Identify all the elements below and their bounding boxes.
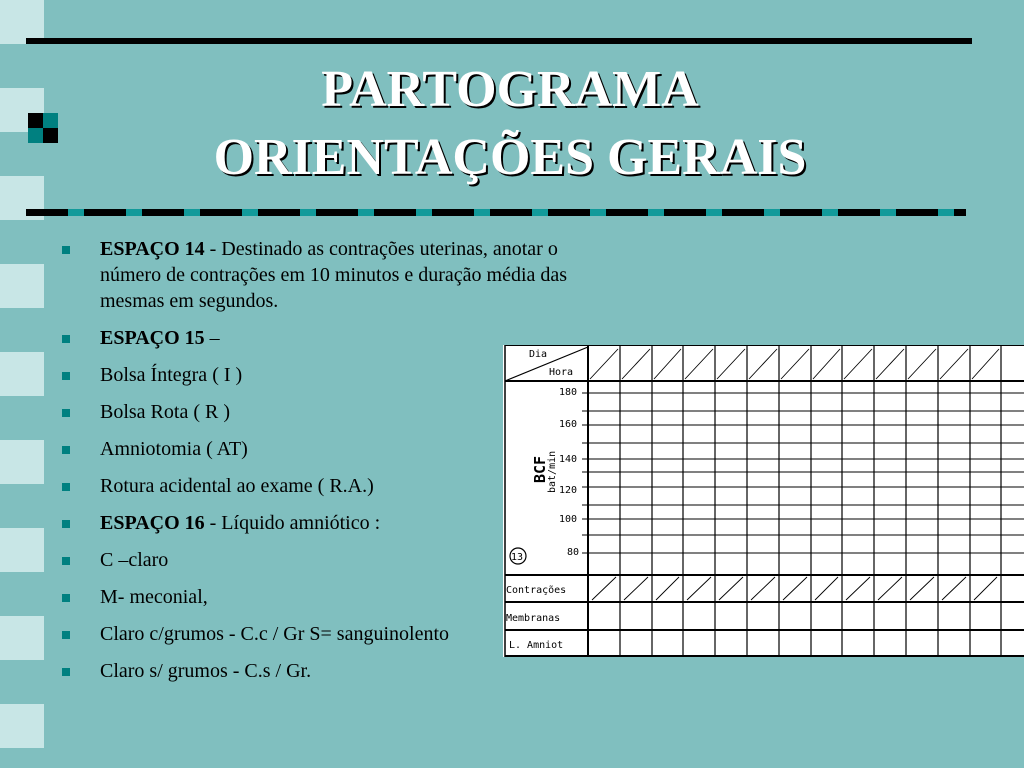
bullet-text: Amniotomia ( AT) bbox=[100, 438, 248, 460]
scale-180: 180 bbox=[559, 387, 578, 398]
dia-label: Dia bbox=[529, 349, 548, 360]
grid-line bbox=[908, 349, 936, 379]
scale-140: 140 bbox=[559, 454, 578, 465]
hora-label: Hora bbox=[549, 367, 574, 378]
title-line-1: PARTOGRAMA bbox=[321, 61, 699, 118]
bullet-strong: ESPAÇO 14 bbox=[100, 238, 205, 260]
grid-line bbox=[813, 349, 840, 379]
title-bottom-rule bbox=[26, 209, 966, 216]
bcf-unit-label: bat/min bbox=[547, 450, 558, 493]
bullet-item bbox=[62, 236, 622, 314]
grid-line bbox=[719, 577, 743, 600]
grid-line bbox=[622, 349, 650, 379]
title-top-rule bbox=[26, 38, 972, 44]
grid-line bbox=[654, 349, 681, 379]
grid-line bbox=[781, 349, 809, 379]
scale-160: 160 bbox=[559, 419, 578, 430]
bullet-text: Rotura acidental ao exame ( R.A.) bbox=[100, 475, 374, 497]
grid-line bbox=[974, 577, 997, 600]
grid-line bbox=[844, 349, 872, 379]
bullet-text: Claro s/ grumos - C.s / Gr. bbox=[100, 660, 312, 682]
bullet-text: - Líquido amniótico : bbox=[204, 512, 381, 534]
bullet-text: - Destinado as contrações uterinas, anotar o número de contrações em 10 minutos e duração média das mesmas em segundos. bbox=[100, 238, 568, 312]
bullet-text: Bolsa Íntegra ( I ) bbox=[100, 364, 243, 386]
bullet-item bbox=[62, 658, 622, 684]
bullet-strong: ESPAÇO 15 bbox=[100, 327, 205, 349]
bcf-label: BCF bbox=[531, 455, 549, 483]
grid-line bbox=[972, 349, 999, 379]
space-13-number: 13 bbox=[511, 552, 524, 563]
bullet-strong: ESPAÇO 16 bbox=[100, 512, 205, 534]
scale-100: 100 bbox=[559, 514, 578, 525]
bullet-text: M- meconial, bbox=[100, 586, 208, 608]
slide-title bbox=[110, 56, 910, 192]
membranas-label: Membranas bbox=[506, 613, 561, 624]
grid-line bbox=[876, 349, 904, 379]
grid-line bbox=[624, 577, 648, 600]
partograma-grid bbox=[503, 345, 1024, 657]
contracoes-label: Contrações bbox=[506, 585, 567, 596]
grid-line bbox=[687, 577, 711, 600]
grid-line bbox=[815, 577, 838, 600]
grid-line bbox=[940, 349, 968, 379]
grid-line bbox=[592, 577, 616, 600]
grid-line bbox=[656, 577, 679, 600]
grid-line bbox=[783, 577, 807, 600]
grid-line bbox=[717, 349, 745, 379]
grid-line bbox=[846, 577, 870, 600]
partograma-form bbox=[503, 345, 1024, 657]
scale-80: 80 bbox=[567, 547, 580, 558]
grid-line bbox=[878, 577, 902, 600]
grid-line bbox=[685, 349, 713, 379]
title-line-2: ORIENTAÇÕES GERAIS bbox=[213, 129, 807, 186]
scale-120: 120 bbox=[559, 485, 578, 496]
bullet-text: Bolsa Rota ( R ) bbox=[100, 401, 230, 423]
bullet-text: – bbox=[204, 327, 220, 349]
grid-line bbox=[942, 577, 966, 600]
liquido-label: L. Amniot bbox=[509, 640, 564, 651]
grid-line bbox=[590, 349, 618, 379]
bullet-text: Claro c/grumos - C.c / Gr S= sanguinolento bbox=[100, 623, 450, 645]
bullet-text: C –claro bbox=[100, 549, 169, 571]
grid-line bbox=[910, 577, 934, 600]
grid-line bbox=[751, 577, 775, 600]
grid-line bbox=[749, 349, 777, 379]
